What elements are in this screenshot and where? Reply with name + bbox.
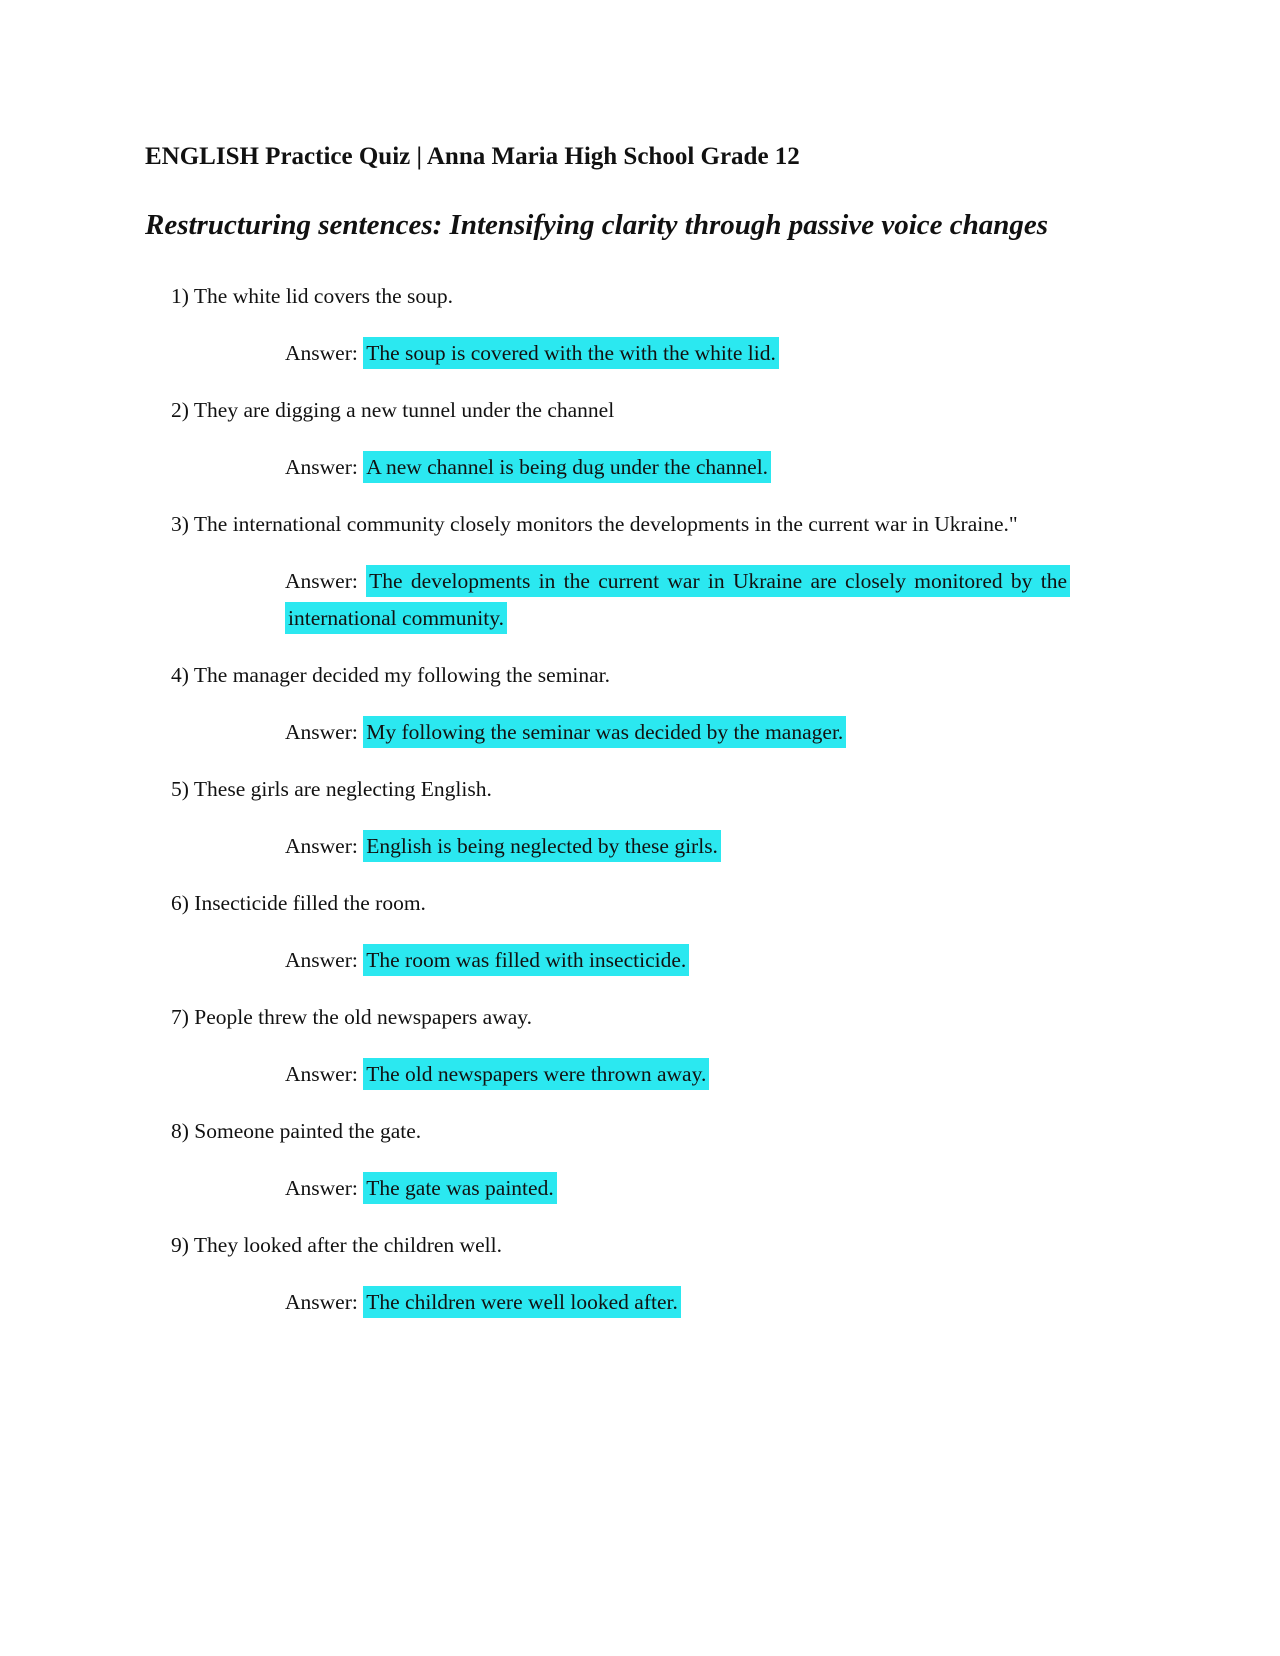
question-item — [145, 1227, 1070, 1321]
quiz-heading: Restructuring sentences: Intensifying clarity through passive voice changes — [145, 209, 1049, 241]
quiz-title: ENGLISH Practice Quiz | Anna Maria High School Grade 12 — [145, 143, 800, 170]
answer-line — [285, 335, 1070, 372]
answer-line — [285, 563, 1070, 637]
answer-label: Answer: — [285, 1290, 358, 1314]
question-text: 6) Insecticide filled the room. — [171, 891, 426, 915]
answer-text: The children were well looked after. — [363, 1286, 681, 1318]
question-text: 7) People threw the old newspapers away. — [171, 1005, 533, 1029]
answer-text: The gate was painted. — [363, 1172, 556, 1204]
answer-line — [285, 1170, 1070, 1207]
answer-text: My following the seminar was decided by the manager. — [363, 716, 846, 748]
question-text: 3) The international community closely monitors the developments in the current war in Ukraine." — [171, 512, 1018, 536]
answer-line — [285, 714, 1070, 751]
answer-label: Answer: — [285, 1176, 358, 1200]
answer-text: The developments in the current war in Ukraine are closely monitored by the international community. — [285, 565, 1070, 634]
question-text: 8) Someone painted the gate. — [171, 1119, 422, 1143]
answer-line — [285, 1284, 1070, 1321]
answer-text: The room was filled with insecticide. — [363, 944, 689, 976]
question-item — [145, 392, 1070, 486]
question-text: 9) They looked after the children well. — [171, 1233, 502, 1257]
question-text: 2) They are digging a new tunnel under the channel — [171, 398, 615, 422]
answer-line — [285, 942, 1070, 979]
answer-text: English is being neglected by these girls. — [363, 830, 721, 862]
answer-text: The soup is covered with the with the white lid. — [363, 337, 779, 369]
question-item — [145, 278, 1070, 372]
answer-label: Answer: — [285, 1062, 358, 1086]
question-text: 1) The white lid covers the soup. — [171, 284, 454, 308]
question-item — [145, 999, 1070, 1093]
question-item — [145, 506, 1070, 637]
answer-label: Answer: — [285, 948, 358, 972]
question-text: 5) These girls are neglecting English. — [171, 777, 492, 801]
answer-line — [285, 828, 1070, 865]
answer-label: Answer: — [285, 455, 358, 479]
question-text: 4) The manager decided my following the seminar. — [171, 663, 611, 687]
answer-label: Answer: — [285, 341, 358, 365]
answer-line — [285, 1056, 1070, 1093]
question-item — [145, 1113, 1070, 1207]
answer-label: Answer: — [285, 569, 358, 593]
answer-text: A new channel is being dug under the channel. — [363, 451, 771, 483]
answer-label: Answer: — [285, 834, 358, 858]
question-item — [145, 885, 1070, 979]
answer-text: The old newspapers were thrown away. — [363, 1058, 709, 1090]
question-item — [145, 771, 1070, 865]
question-item — [145, 657, 1070, 751]
answer-label: Answer: — [285, 720, 358, 744]
answer-line — [285, 449, 1070, 486]
